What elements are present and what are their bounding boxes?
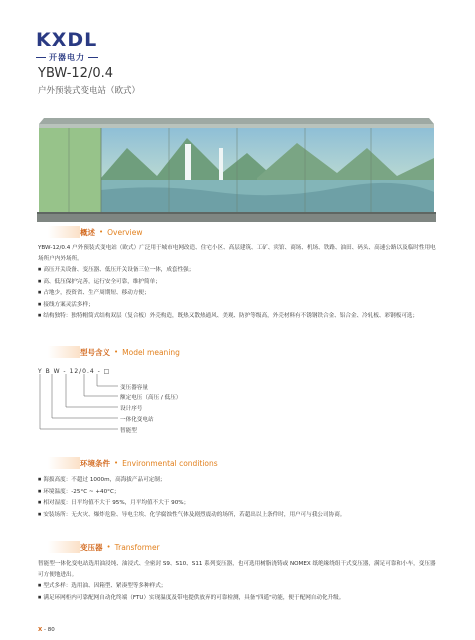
list-item: ■ 海拔高度：不超过 1000m，高海拔产品可定制； [38, 474, 438, 486]
model-label: 设计序号 [120, 406, 143, 412]
model-label: 一体化变电站 [120, 417, 154, 423]
list-item: ■ 安装场所：无火灾、爆炸危险、导电尘埃、化学腐蚀性气体及剧烈震动的场所，若超出以上条件时，用户可与我公司协商。 [38, 509, 438, 521]
model-code: Y B W - 12/0.4 - □ [38, 368, 111, 375]
list-item: ■ 高压开关设备、变压器、低压开关设备三位一体，成套性强； [38, 264, 438, 276]
logo-brand: KXDL [36, 29, 98, 51]
list-item: ■ 相对湿度：日平均值不大于 95%，月平均值不大于 90%； [38, 497, 438, 509]
page-subtitle: 户外预装式变电站（欧式） [38, 86, 141, 96]
logo-tagline-row [36, 52, 116, 63]
transformer-intro: 智能型一体化变电站选用油浸纯、油浸式、全密封 S9、S10、S11 系列变压器，也可选用树脂浇铸或 NOMEX 纸绝缘绕组干式变压器，满足可靠和小车，变压器可方便地进出。 [38, 561, 436, 578]
model-label: 额定电压（高压 / 低压） [120, 395, 182, 401]
footer-letter: X [38, 627, 43, 633]
model-heading: 型号含义 • Model meaning [80, 347, 180, 357]
model-label: 变压器容量 [120, 385, 148, 391]
overview-bar [48, 226, 80, 238]
overview-body [38, 243, 438, 322]
page-footer [38, 627, 55, 633]
overview-intro: YBW-12/0.4 户外预装式变电站（欧式）广泛用于城市电网改造、住宅小区、高层建筑、工矿、宾馆、商场、机场、铁路、油田、码头、高速公路以及临时性用电场所户内外场所。 [38, 245, 436, 262]
transformer-heading: 变压器 • Transformer [80, 542, 160, 552]
list-item: ■ 接线方案灵活多样； [38, 299, 438, 311]
list-item: ■ 占地少，投资省、生产周期短、移动方便； [38, 287, 438, 299]
env-body [38, 474, 438, 520]
substation-image [37, 118, 436, 222]
list-item: ■ 高、低压保护完善，运行安全可靠，维护简单； [38, 276, 438, 288]
overview-heading: 概述 • Overview [80, 227, 143, 237]
transformer-bar [48, 541, 80, 553]
list-item: ■ 环境温度：-25°C ~ +40°C； [38, 486, 438, 498]
logo-tagline: 开器电力 [49, 53, 85, 62]
company-logo [36, 30, 116, 63]
model-label: 智能型 [120, 428, 137, 434]
page-number: - 80 [44, 627, 55, 633]
list-item: ■ 型式多样：选用油、因箱型、紧凑型等多种样式； [38, 580, 438, 592]
env-bar [48, 457, 80, 469]
page-title: YBW-12/0.4 [38, 66, 114, 81]
env-heading: 环境条件 • Environmental conditions [80, 458, 218, 468]
list-item: ■ 结构独特：独特帽筒式结构双层（复合板）外壳构造，既热又散热通风、美观、防护等级高，外壳材料有不锈钢铁合金、铝合金、冷轧板、彩钢板可选； [38, 310, 438, 322]
transformer-body [38, 559, 438, 603]
list-item: ■ 满足环网柜内可靠配网自动化终端（FTU）实现温度及带电提供放弃的可靠检测，具备"四遥"功能，便于配网自动化升级。 [38, 592, 438, 604]
model-bar [48, 346, 80, 358]
